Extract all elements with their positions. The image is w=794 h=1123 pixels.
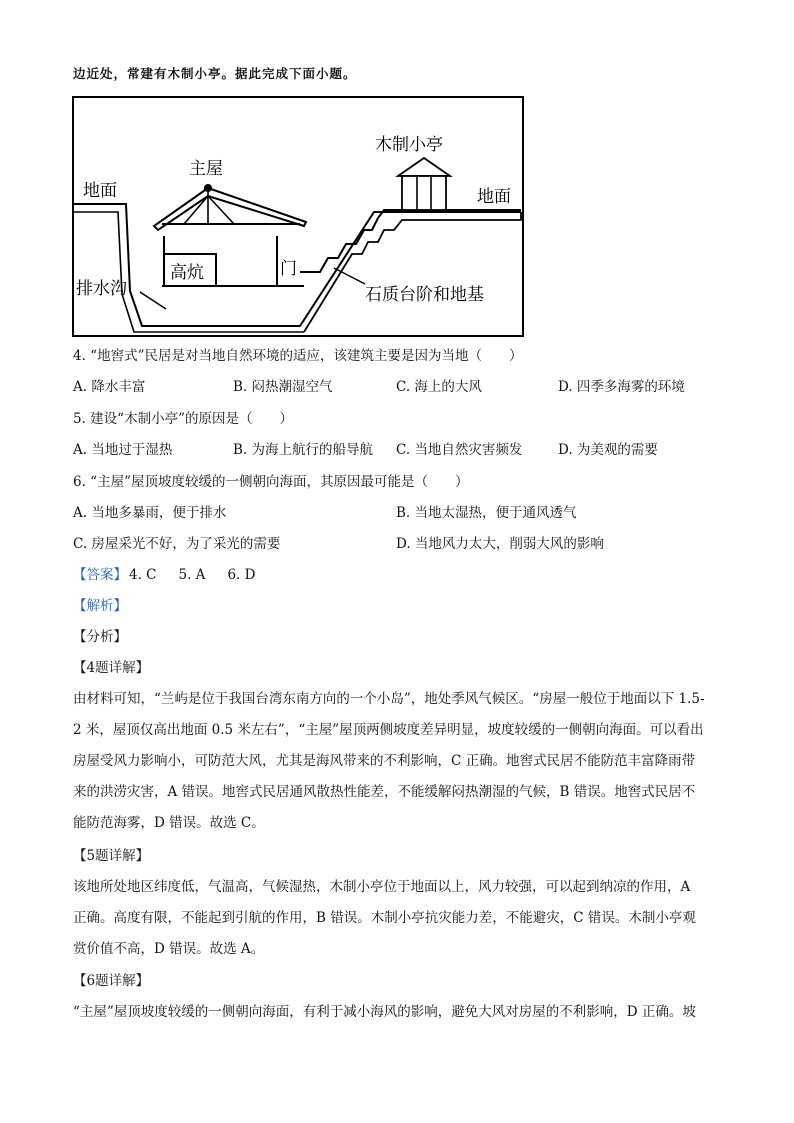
question-5-stem: 5. 建设“木制小亭”的原因是（ ）	[73, 411, 293, 427]
question-5-option-b: B. 为海上航行的船导航	[233, 442, 374, 458]
detail-5-tag: 【5题详解】	[73, 848, 150, 864]
question-6-option-c: C. 房屋采光不好，为了采光的需要	[73, 536, 281, 552]
house-diagram	[72, 96, 524, 337]
question-5-option-d: D. 为美观的需要	[558, 442, 658, 458]
intro-text: 边近处，常建有木制小亭。据此完成下面小题。	[73, 66, 357, 81]
detail-4-paragraph	[73, 684, 721, 839]
question-4-option-b: B. 闷热潮湿空气	[233, 379, 333, 395]
detail-4-tag: 【4题详解】	[73, 660, 150, 676]
pavilion-label: 木制小亭	[375, 135, 443, 155]
detail-4-line: 房屋受风力影响小，可防范大风，尤其是海风带来的不利影响，C 正确。地窖式民居不能防范丰富降雨带	[73, 753, 696, 769]
detail-6-line: “主屋”屋顶坡度较缓的一侧朝向海面，有利于减小海风的影响，避免大风对房屋的不利影响，D 正确。坡	[73, 1004, 696, 1020]
question-5-option-c: C. 当地自然灾害频发	[396, 442, 523, 458]
main-house-label: 主屋	[189, 159, 223, 179]
detail-5-line: 赏价值不高，D 错误。故选 A。	[73, 941, 265, 957]
kang-label: 高炕	[170, 263, 204, 283]
detail-4-line: 能防范海雾，D 错误。故选 C。	[73, 815, 265, 831]
detail-4-line: 由材料可知，“兰屿是位于我国台湾东南方向的一个小岛”，地处季风气候区。“房屋一般位于地面以下 1.5-	[73, 691, 705, 707]
answer-value-4: 4. C	[129, 567, 157, 583]
question-6-stem: 6. “主屋”屋顶坡度较缓的一侧朝向海面，其原因最可能是（ ）	[73, 474, 469, 490]
question-5-option-a: A. 当地过于湿热	[73, 442, 173, 458]
drain-label: 排水沟	[76, 279, 127, 299]
roof-peak-dot	[204, 184, 212, 192]
answer-line	[73, 565, 277, 585]
answer-value-5: 5. A	[178, 567, 206, 583]
detail-4-line: 来的洪涝灾害，A 错误。地窖式民居通风散热性能差，不能缓解闷热潮湿的气候，B 错误。地窖式民居不	[73, 784, 696, 800]
ground-right-label: 地面	[477, 187, 511, 207]
door-label: 门	[280, 259, 297, 279]
detail-5-paragraph	[73, 872, 721, 965]
analysis-tag: 【解析】	[73, 598, 127, 614]
fenxi-tag: 【分析】	[73, 629, 127, 645]
detail-4-line: 2 米，屋顶仅高出地面 0.5 米左右”，“主屋”屋顶两侧坡度差异明显，坡度较缓的一侧朝向海面。可以看出	[73, 722, 704, 738]
detail-5-line: 正确。高度有限，不能起到引航的作用，B 错误。木制小亭抗灾能力差，不能避灾，C 错误。木制小亭观	[73, 910, 696, 926]
question-4-stem: 4. “地窖式”民居是对当地自然环境的适应，该建筑主要是因为当地（ ）	[73, 348, 523, 364]
question-4-option-d: D. 四季多海雾的环境	[558, 379, 685, 395]
answer-value-6: 6. D	[227, 567, 256, 583]
question-6-option-a: A. 当地多暴雨，便于排水	[73, 505, 227, 521]
detail-6-tag: 【6题详解】	[73, 973, 150, 989]
steps-label: 石质台阶和地基	[365, 285, 484, 305]
answer-tag: 【答案】	[73, 567, 127, 583]
question-6-option-b: B. 当地太湿热，便于通风透气	[396, 505, 577, 521]
detail-6-paragraph	[73, 997, 721, 1028]
pavilion-body	[402, 176, 446, 210]
question-4-option-a: A. 降水丰富	[73, 379, 146, 395]
question-4-option-c: C. 海上的大风	[396, 379, 482, 395]
detail-5-line: 该地所处地区纬度低，气温高，气候湿热，木制小亭位于地面以上，风力较强，可以起到纳凉的作用，A	[73, 879, 691, 895]
ground-left-label: 地面	[83, 181, 117, 201]
question-6-option-d: D. 当地风力太大，削弱大风的影响	[396, 536, 604, 552]
